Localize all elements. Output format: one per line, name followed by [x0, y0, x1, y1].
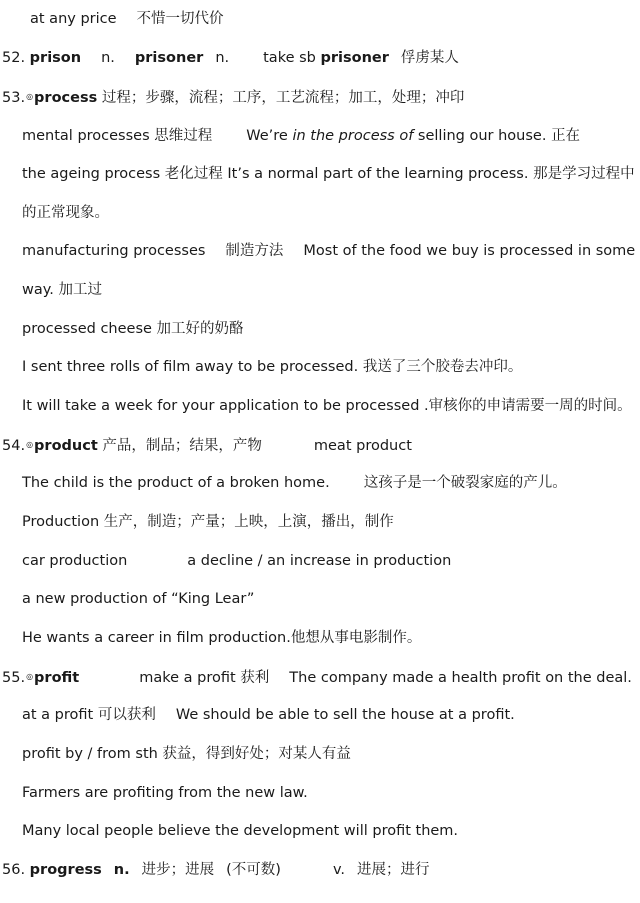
definition: 产品，制品；结果，产物: [102, 438, 262, 454]
example-text: manufacturing processes: [22, 243, 206, 259]
example-text: profit by / from sth 获益，得到好处；对某人有益: [22, 746, 351, 762]
example-text: Production 生产，制造；产量；上映，上演，播出，制作: [22, 514, 394, 530]
star-mark-icon: ◎: [26, 440, 34, 449]
example-text: Most of the food we buy is processed in some: [303, 243, 636, 259]
example-text: the ageing process 老化过程 It’s a normal part of the learning process. 那是学习过程中: [22, 166, 635, 182]
star-mark-icon: ◎: [26, 672, 34, 681]
example-text: It will take a week for your application to be processed .审核你的申请需要一周的时间。: [22, 398, 632, 414]
star-mark-icon: ◎: [26, 92, 34, 101]
entry-52-prison: [0, 43, 640, 73]
translation: 不惜一切代价: [136, 11, 224, 27]
example-text: We should be able to sell the house at a profit.: [175, 707, 515, 723]
example-text: a decline / an increase in production: [187, 553, 452, 569]
example-text: Many local people believe the development will profit them.: [22, 823, 459, 839]
example-text: at a profit 可以获利: [22, 707, 156, 723]
example-line: [0, 623, 640, 653]
part-of-speech: n.: [113, 862, 130, 878]
example-line: [0, 546, 640, 576]
definition: 进步；进展: [141, 862, 215, 878]
example-text: a new production of “King Lear”: [22, 591, 255, 607]
example-text: We’re: [246, 128, 293, 144]
definition: 进展；进行: [357, 862, 430, 878]
entry-53-process: [0, 82, 640, 112]
example-line: [0, 391, 640, 421]
example-line: [0, 121, 640, 151]
definition: 过程；步骤，流程；工序，工艺流程；加工，处理；冲印: [101, 90, 465, 106]
part-of-speech: v.: [332, 862, 346, 878]
entry-55-profit: [0, 662, 640, 692]
example-line: [0, 584, 640, 614]
entry-number: 54.: [2, 438, 26, 454]
example-line: [0, 236, 640, 266]
example-text: processed cheese 加工好的奶酪: [22, 321, 244, 337]
entry-number: 56.: [2, 862, 26, 878]
example-text: 的正常现象。: [22, 205, 109, 221]
translation: 俘虏某人: [400, 50, 459, 66]
example-line: [0, 739, 640, 769]
example-text: way. 加工过: [22, 282, 102, 298]
entry-56-progress: [0, 855, 640, 885]
headword: progress: [29, 862, 102, 878]
phrase: take sb: [263, 50, 321, 66]
example-text: The company made a health profit on the deal.: [289, 670, 632, 686]
entry-number: 52.: [2, 50, 26, 66]
headword: process: [34, 90, 98, 106]
example-text: I sent three rolls of film away to be processed. 我送了三个胶卷去冲印。: [22, 359, 523, 375]
example-line: [0, 816, 640, 846]
entry-54-product: [0, 430, 640, 460]
example-line: [0, 778, 640, 808]
example-line: [0, 275, 640, 305]
example-line: [0, 700, 640, 730]
headword: prisoner: [134, 50, 204, 66]
phrase: at any price: [30, 11, 117, 27]
part-of-speech: n.: [215, 50, 230, 66]
note: (不可数): [226, 862, 281, 878]
part-of-speech: n.: [101, 50, 115, 66]
headword: profit: [34, 670, 80, 686]
example-line: [0, 468, 640, 498]
phrase: meat product: [313, 438, 412, 454]
example-text: mental processes 思维过程: [22, 128, 213, 144]
italic-phrase: in the process of: [292, 128, 414, 144]
example-text: He wants a career in film production.他想从事电影制作。: [22, 630, 422, 646]
phrase: make a profit 获利: [139, 670, 270, 686]
example-text: Farmers are profiting from the new law.: [22, 785, 308, 801]
example-text: The child is the product of a broken home.: [22, 475, 330, 491]
translation: 这孩子是一个破裂家庭的产儿。: [363, 475, 567, 491]
translation: 制造方法: [225, 243, 284, 259]
line-at-any-price: [0, 4, 640, 34]
example-line: [0, 507, 640, 537]
example-line: [0, 198, 640, 228]
example-line: [0, 352, 640, 382]
example-text: car production: [22, 553, 128, 569]
headword: prison: [29, 50, 82, 66]
example-line: [0, 159, 640, 189]
headword: prisoner: [320, 50, 389, 66]
entry-number: 53.: [2, 90, 26, 106]
entry-number: 55.: [2, 670, 26, 686]
example-line: [0, 314, 640, 344]
headword: product: [34, 438, 98, 454]
example-text: selling our house. 正在: [413, 128, 581, 144]
